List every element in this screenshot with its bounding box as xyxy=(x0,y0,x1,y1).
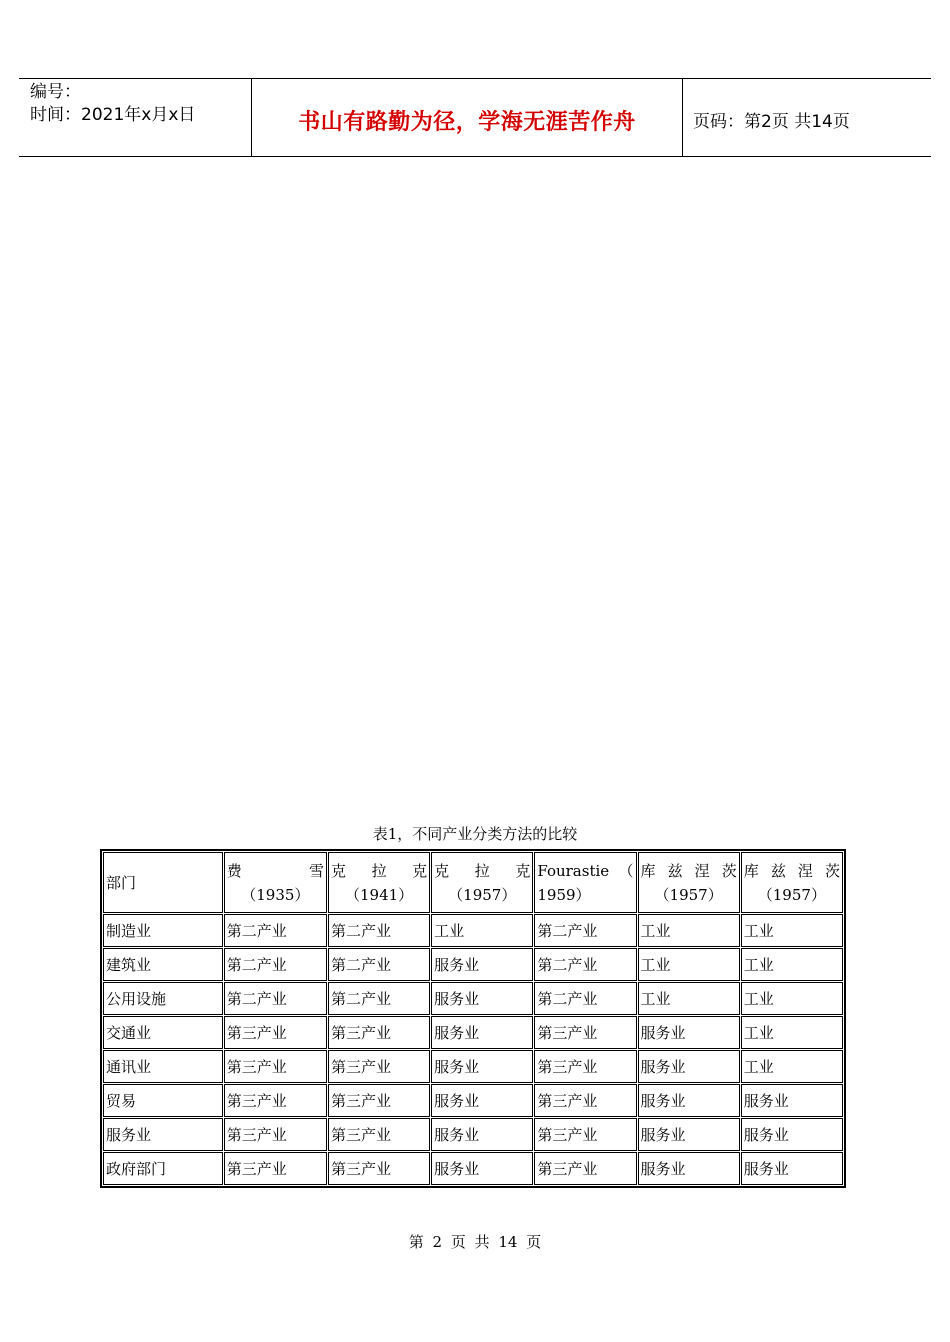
table-cell: 服务业 xyxy=(638,1118,740,1151)
table-cell: 第三产业 xyxy=(224,1084,327,1117)
header-motto-cell xyxy=(252,79,683,156)
column-header-line1: 库 兹 涅 茨 xyxy=(640,861,737,880)
table-cell: 服务业 xyxy=(638,1152,740,1185)
table-cell: 第三产业 xyxy=(328,1118,430,1151)
table-cell: 工业 xyxy=(741,948,843,981)
table-cell: 服务业 xyxy=(431,982,533,1015)
column-header xyxy=(103,852,223,913)
table-cell: 第二产业 xyxy=(224,982,327,1015)
table-cell: 服务业 xyxy=(741,1118,843,1151)
column-header xyxy=(431,852,533,913)
sector-cell: 服务业 xyxy=(103,1118,223,1151)
industry-classification-table xyxy=(100,849,846,1188)
sector-cell: 政府部门 xyxy=(103,1152,223,1185)
sector-cell: 制造业 xyxy=(103,914,223,947)
table-row xyxy=(103,1084,843,1117)
table-cell: 第二产业 xyxy=(328,948,430,981)
table-cell: 工业 xyxy=(741,1016,843,1049)
table-cell: 工业 xyxy=(431,914,533,947)
table-cell: 第二产业 xyxy=(328,914,430,947)
table-cell: 工业 xyxy=(638,982,740,1015)
table-cell: 服务业 xyxy=(431,1152,533,1185)
table-row xyxy=(103,982,843,1015)
table-cell: 服务业 xyxy=(431,1084,533,1117)
table-cell: 第三产业 xyxy=(534,1016,636,1049)
table-cell: 服务业 xyxy=(741,1084,843,1117)
column-header-line2: 1959） xyxy=(537,885,591,904)
table-cell: 第三产业 xyxy=(534,1084,636,1117)
column-header-line1: 克 拉 克 xyxy=(434,861,531,880)
table-cell: 第三产业 xyxy=(534,1118,636,1151)
table-cell: 第三产业 xyxy=(224,1050,327,1083)
table-row xyxy=(103,1050,843,1083)
column-header-line2: （1941） xyxy=(344,885,414,904)
column-header xyxy=(534,852,636,913)
table-header-row xyxy=(103,852,843,913)
table-cell: 服务业 xyxy=(741,1152,843,1185)
table-cell: 第二产业 xyxy=(534,982,636,1015)
header-page-info: 页码：第2页 共14页 xyxy=(693,112,850,132)
table-cell: 工业 xyxy=(741,914,843,947)
table-caption: 表1，不同产业分类方法的比较 xyxy=(372,825,578,843)
table-cell: 第三产业 xyxy=(328,1152,430,1185)
sector-cell: 通讯业 xyxy=(103,1050,223,1083)
table-row xyxy=(103,1118,843,1151)
table-row xyxy=(103,914,843,947)
table-cell: 第三产业 xyxy=(328,1016,430,1049)
table-cell: 第三产业 xyxy=(224,1118,327,1151)
table-cell: 第三产业 xyxy=(224,1152,327,1185)
sector-cell: 交通业 xyxy=(103,1016,223,1049)
table-cell: 服务业 xyxy=(638,1016,740,1049)
table-cell: 服务业 xyxy=(638,1084,740,1117)
column-header xyxy=(224,852,327,913)
table-cell: 第三产业 xyxy=(534,1050,636,1083)
table-cell: 第二产业 xyxy=(224,914,327,947)
table-cell: 第三产业 xyxy=(534,1152,636,1185)
table-cell: 工业 xyxy=(741,1050,843,1083)
table-cell: 第三产业 xyxy=(328,1050,430,1083)
table-row xyxy=(103,1152,843,1185)
table-cell: 工业 xyxy=(638,914,740,947)
column-header xyxy=(328,852,430,913)
table-cell: 第二产业 xyxy=(328,982,430,1015)
table-cell: 第二产业 xyxy=(534,948,636,981)
table-row xyxy=(103,1016,843,1049)
table-cell: 第三产业 xyxy=(328,1084,430,1117)
table-cell: 第二产业 xyxy=(534,914,636,947)
column-header-line1: 克 拉 克 xyxy=(330,861,428,880)
header-page-cell xyxy=(683,79,931,156)
sector-cell: 建筑业 xyxy=(103,948,223,981)
document-number-label: 编号： xyxy=(30,82,81,102)
table-cell: 服务业 xyxy=(431,1050,533,1083)
table-cell: 第三产业 xyxy=(224,1016,327,1049)
column-header-line1: 部门 xyxy=(106,873,137,892)
header-motto: 书山有路勤为径，学海无涯苦作舟 xyxy=(298,110,636,135)
sector-cell: 公用设施 xyxy=(103,982,223,1015)
document-date-label: 时间：2021年x月x日 xyxy=(30,105,196,125)
table-cell: 服务业 xyxy=(431,1118,533,1151)
header-meta-cell xyxy=(19,79,252,156)
table-row xyxy=(103,948,843,981)
table-cell: 服务业 xyxy=(431,1016,533,1049)
column-header-line1: 费 雪 xyxy=(226,861,324,880)
page-footer: 第 2 页 共 14 页 xyxy=(408,1233,542,1251)
column-header-line2: （1957） xyxy=(757,885,826,904)
column-header-line2: （1957） xyxy=(448,885,517,904)
column-header-line2: （1957） xyxy=(654,885,723,904)
table-cell: 工业 xyxy=(638,948,740,981)
column-header xyxy=(638,852,740,913)
table-cell: 服务业 xyxy=(431,948,533,981)
column-header-line2: （1935） xyxy=(241,885,310,904)
table-cell: 第二产业 xyxy=(224,948,327,981)
column-header-line1: Fourastie（ xyxy=(537,861,634,880)
column-header-line1: 库 兹 涅 茨 xyxy=(743,861,840,880)
page-header xyxy=(19,78,931,157)
column-header xyxy=(741,852,843,913)
table-cell: 工业 xyxy=(741,982,843,1015)
sector-cell: 贸易 xyxy=(103,1084,223,1117)
table-cell: 服务业 xyxy=(638,1050,740,1083)
